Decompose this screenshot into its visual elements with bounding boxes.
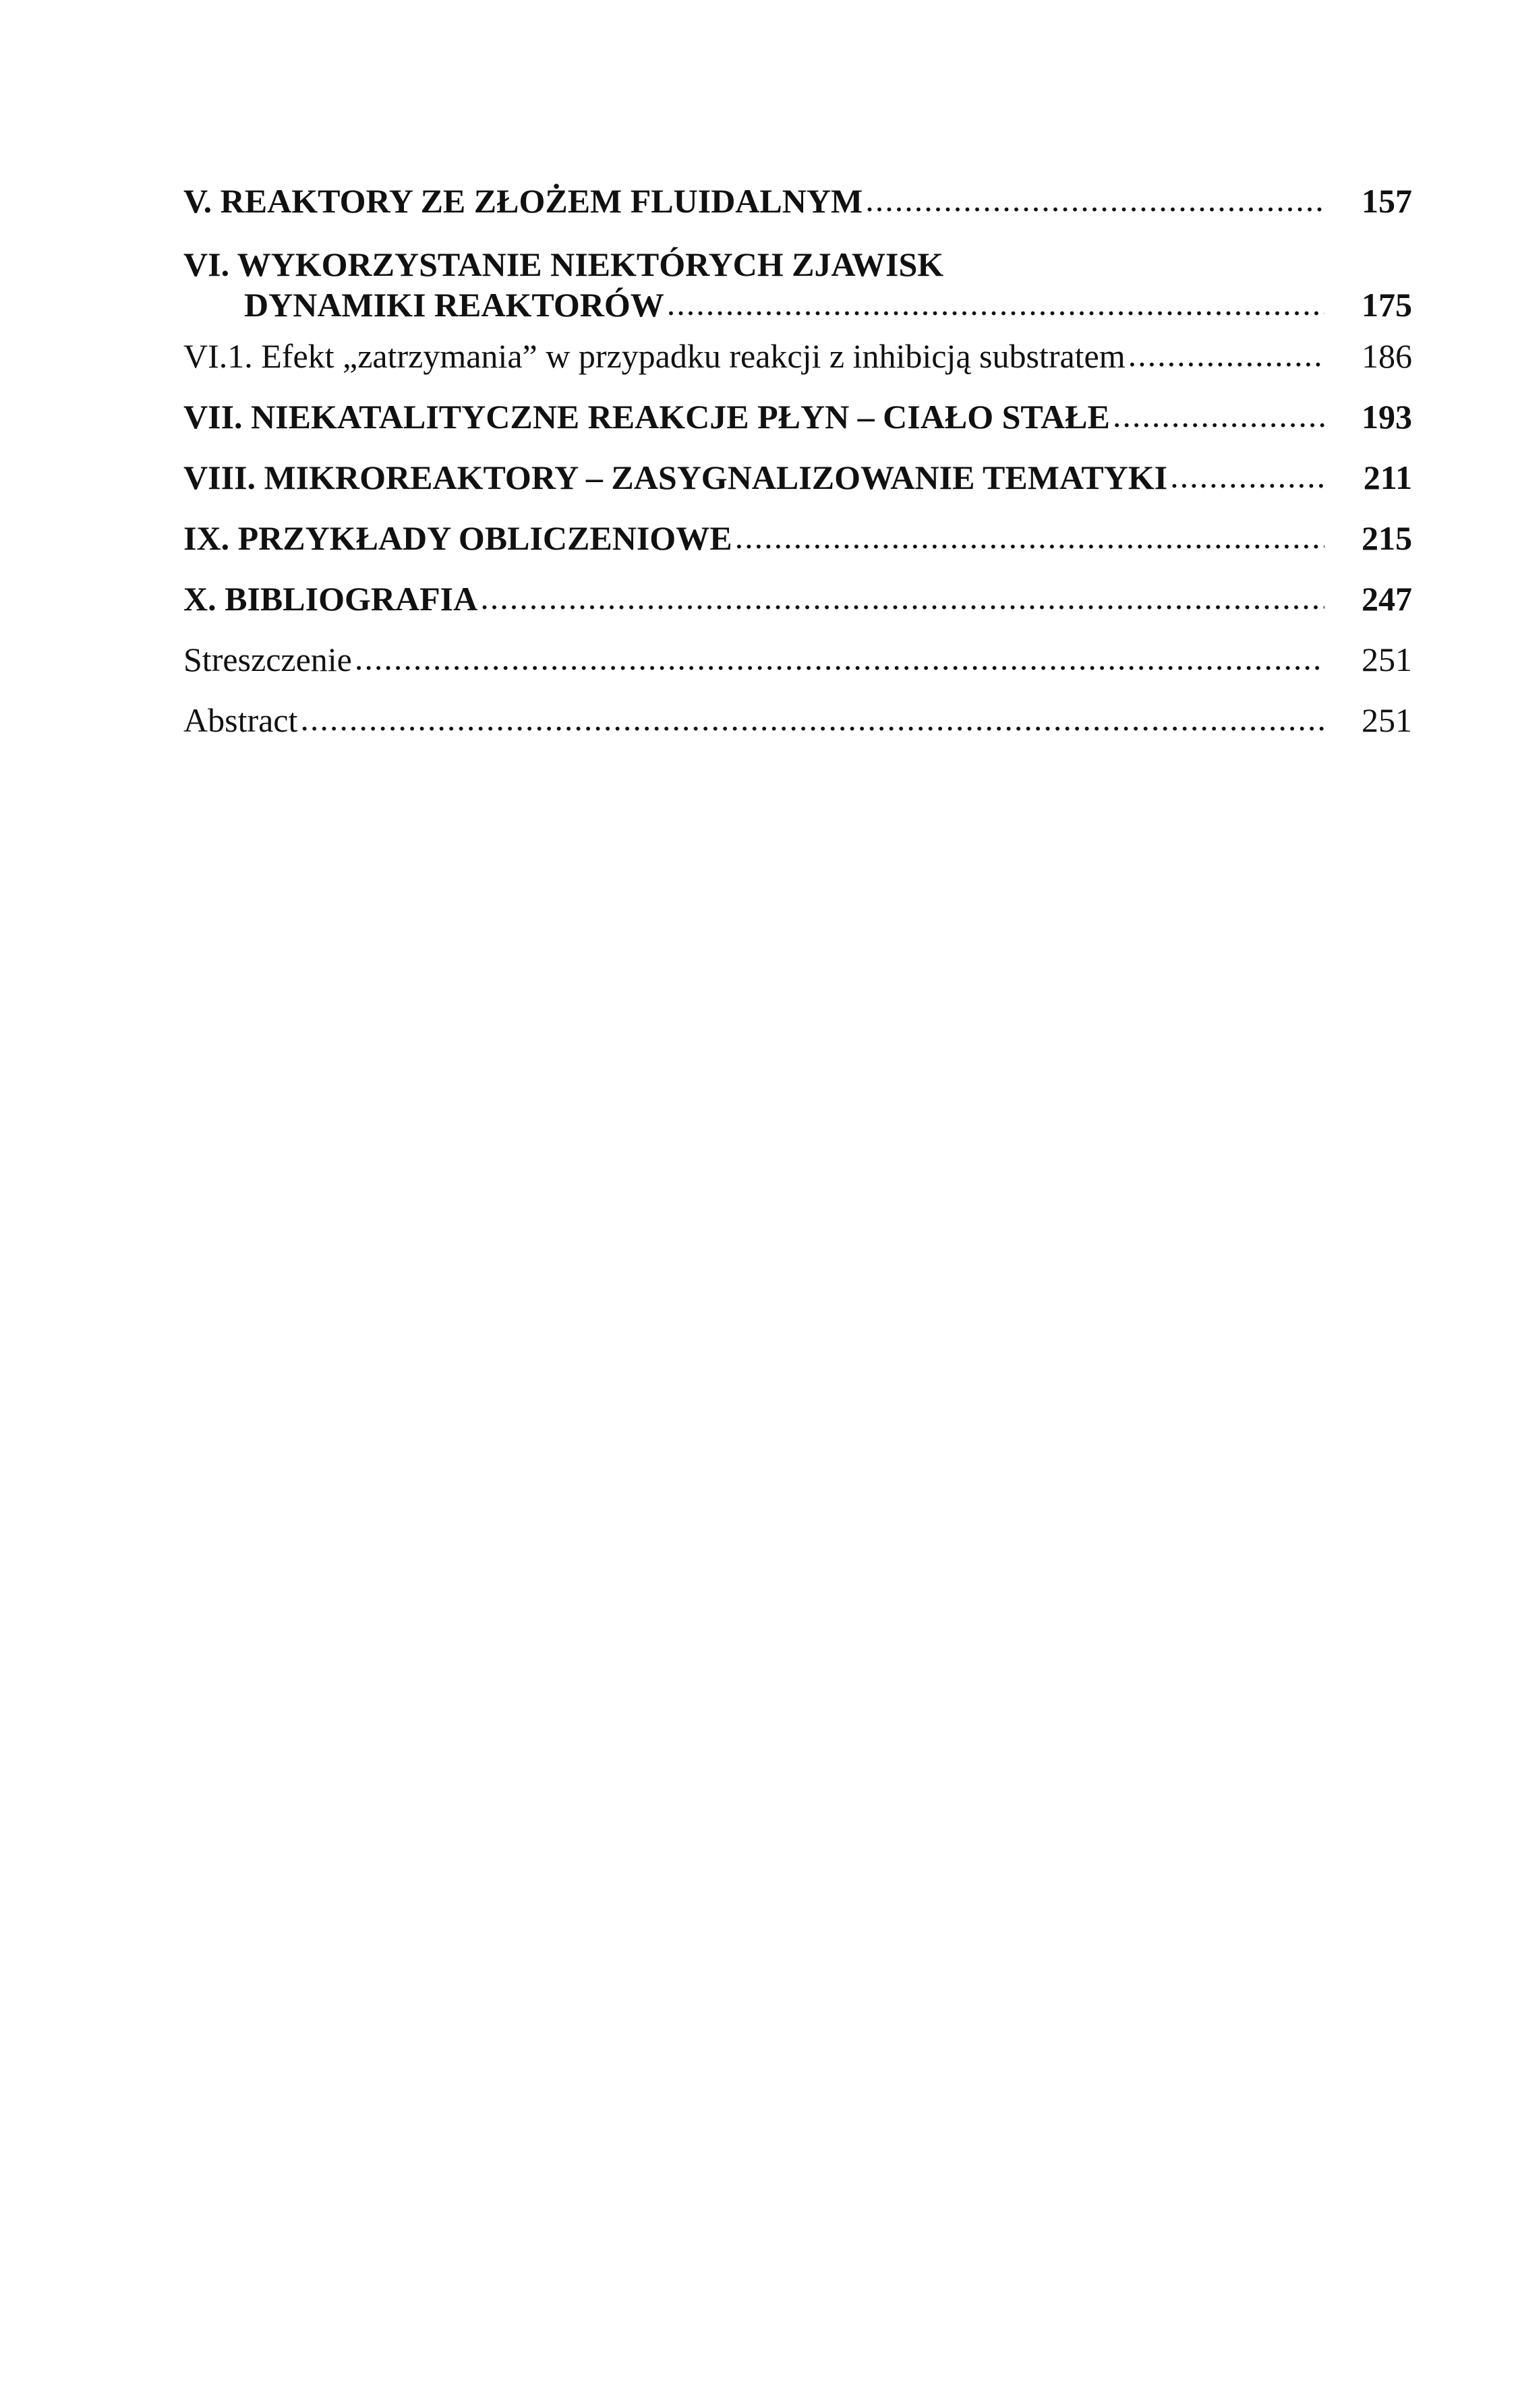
dot-leader [1170, 456, 1324, 496]
toc-entry-section-vi-1[interactable] [183, 336, 1412, 376]
toc-page-number: 251 [1362, 701, 1412, 739]
toc-entry-abstract[interactable] [183, 700, 1412, 740]
toc-entry-chapter-viii[interactable] [183, 457, 1412, 498]
toc-entry-label: VII. NIEKATALITYCZNE REAKCJE PŁYN – CIAŁO STAŁE [183, 398, 1110, 436]
toc-entry-chapter-ix[interactable] [183, 518, 1412, 558]
dot-leader [300, 699, 1324, 739]
toc-page-number: 157 [1362, 182, 1412, 220]
dot-leader [480, 577, 1324, 618]
toc-page-number: 247 [1362, 580, 1412, 618]
toc-entry-label: IX. PRZYKŁADY OBLICZENIOWE [183, 519, 732, 557]
toc-entry-chapter-v[interactable] [183, 181, 1412, 221]
toc-page-number: 193 [1362, 398, 1412, 436]
dot-leader [1113, 395, 1324, 436]
toc-page-number: 215 [1362, 519, 1412, 557]
toc-entry-streszczenie[interactable] [183, 639, 1412, 680]
toc-page-number: 175 [1362, 286, 1412, 324]
toc-entry-label: V. REAKTORY ZE ZŁOŻEM FLUIDALNYM [183, 182, 863, 220]
toc-entry-label-line2: DYNAMIKI REAKTORÓW [244, 286, 664, 324]
toc-entry-chapter-vii[interactable] [183, 397, 1412, 437]
dot-leader [735, 517, 1324, 557]
toc-entry-chapter-vi[interactable] [183, 244, 1412, 325]
toc-page-number: 251 [1362, 641, 1412, 678]
toc-page-number: 211 [1363, 459, 1412, 496]
toc-entry-label-line1: VI. WYKORZYSTANIE NIEKTÓRYCH ZJAWISK [183, 245, 944, 283]
toc-entry-label: Streszczenie [183, 641, 352, 678]
toc-entry-chapter-x[interactable] [183, 579, 1412, 619]
toc-entry-chapter-vi-line2 [183, 285, 1412, 325]
toc-entry-label: X. BIBLIOGRAFIA [183, 580, 478, 618]
toc-entry-label: VIII. MIKROREAKTORY – ZASYGNALIZOWANIE TEMATYKI [183, 459, 1168, 496]
toc-page-number: 186 [1362, 337, 1412, 375]
table-of-contents [183, 181, 1412, 740]
dot-leader [667, 283, 1324, 324]
dot-leader [1128, 334, 1324, 375]
toc-entry-label: VI.1. Efekt „zatrzymania” w przypadku reakcji z inhibicją substratem [183, 337, 1126, 375]
toc-entry-label: Abstract [183, 701, 298, 739]
dot-leader [865, 179, 1324, 220]
dot-leader [355, 638, 1324, 678]
